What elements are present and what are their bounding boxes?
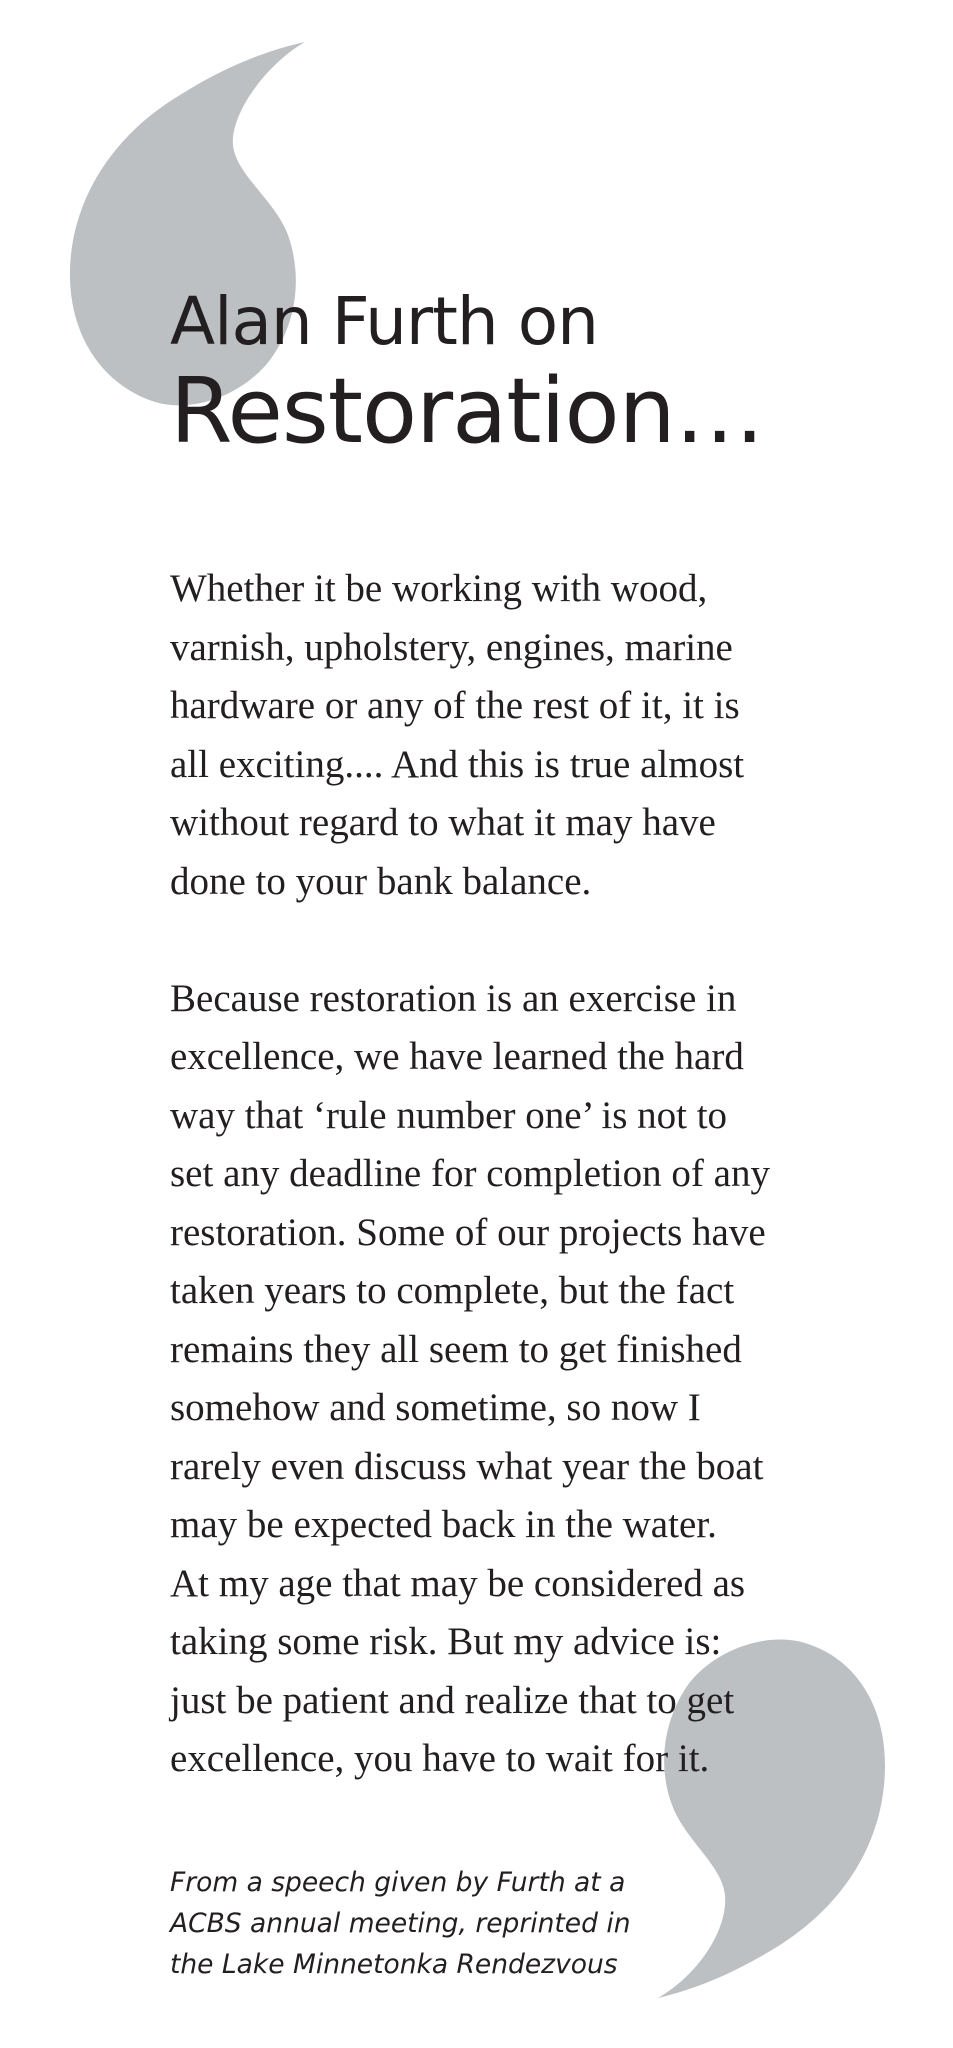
text-line: varnish, upholstery, engines, marine bbox=[170, 625, 733, 669]
attribution-caption bbox=[170, 1862, 631, 1985]
text-line: Whether it be working with wood, bbox=[170, 567, 708, 610]
text-line: somehow and sometime, so now I bbox=[170, 1386, 701, 1429]
title-line-2: Restoration… bbox=[170, 359, 764, 464]
quote-paragraph-2 bbox=[170, 970, 890, 1789]
text-line: taking some risk. But my advice is: bbox=[170, 1620, 722, 1663]
title-line-1: Alan Furth on bbox=[170, 283, 598, 360]
text-line: just be patient and realize that to get bbox=[170, 1678, 735, 1722]
text-line: way that ‘rule number one’ is not to bbox=[170, 1093, 728, 1137]
caption-line: From a speech given by Furth at a bbox=[170, 1867, 626, 1898]
text-line: hardware or any of the rest of it, it is bbox=[170, 684, 740, 727]
text-line: Because restoration is an exercise in bbox=[170, 976, 737, 1020]
text-line: rarely even discuss what year the boat bbox=[170, 1444, 764, 1488]
text-line: excellence, you have to wait for it. bbox=[170, 1737, 710, 1780]
text-line: may be expected back in the water. bbox=[170, 1503, 717, 1546]
text-line: without regard to what it may have bbox=[170, 801, 716, 844]
caption-line: the Lake Minnetonka Rendezvous bbox=[170, 1949, 618, 1980]
text-line: At my age that may be considered as bbox=[170, 1561, 746, 1605]
text-line: taken years to complete, but the fact bbox=[170, 1269, 735, 1312]
text-line: excellence, we have learned the hard bbox=[170, 1035, 744, 1078]
text-line: done to your bank balance. bbox=[170, 859, 592, 903]
page-title bbox=[170, 282, 764, 462]
text-line: all exciting.... And this is true almost bbox=[170, 742, 745, 786]
text-line: remains they all seem to get finished bbox=[170, 1327, 742, 1371]
text-line: set any deadline for completion of any bbox=[170, 1152, 770, 1195]
text-line: restoration. Some of our projects have bbox=[170, 1210, 766, 1254]
caption-line: ACBS annual meeting, reprinted in bbox=[170, 1908, 631, 1939]
quote-paragraph-1 bbox=[170, 560, 890, 911]
quote-body bbox=[170, 560, 890, 1847]
